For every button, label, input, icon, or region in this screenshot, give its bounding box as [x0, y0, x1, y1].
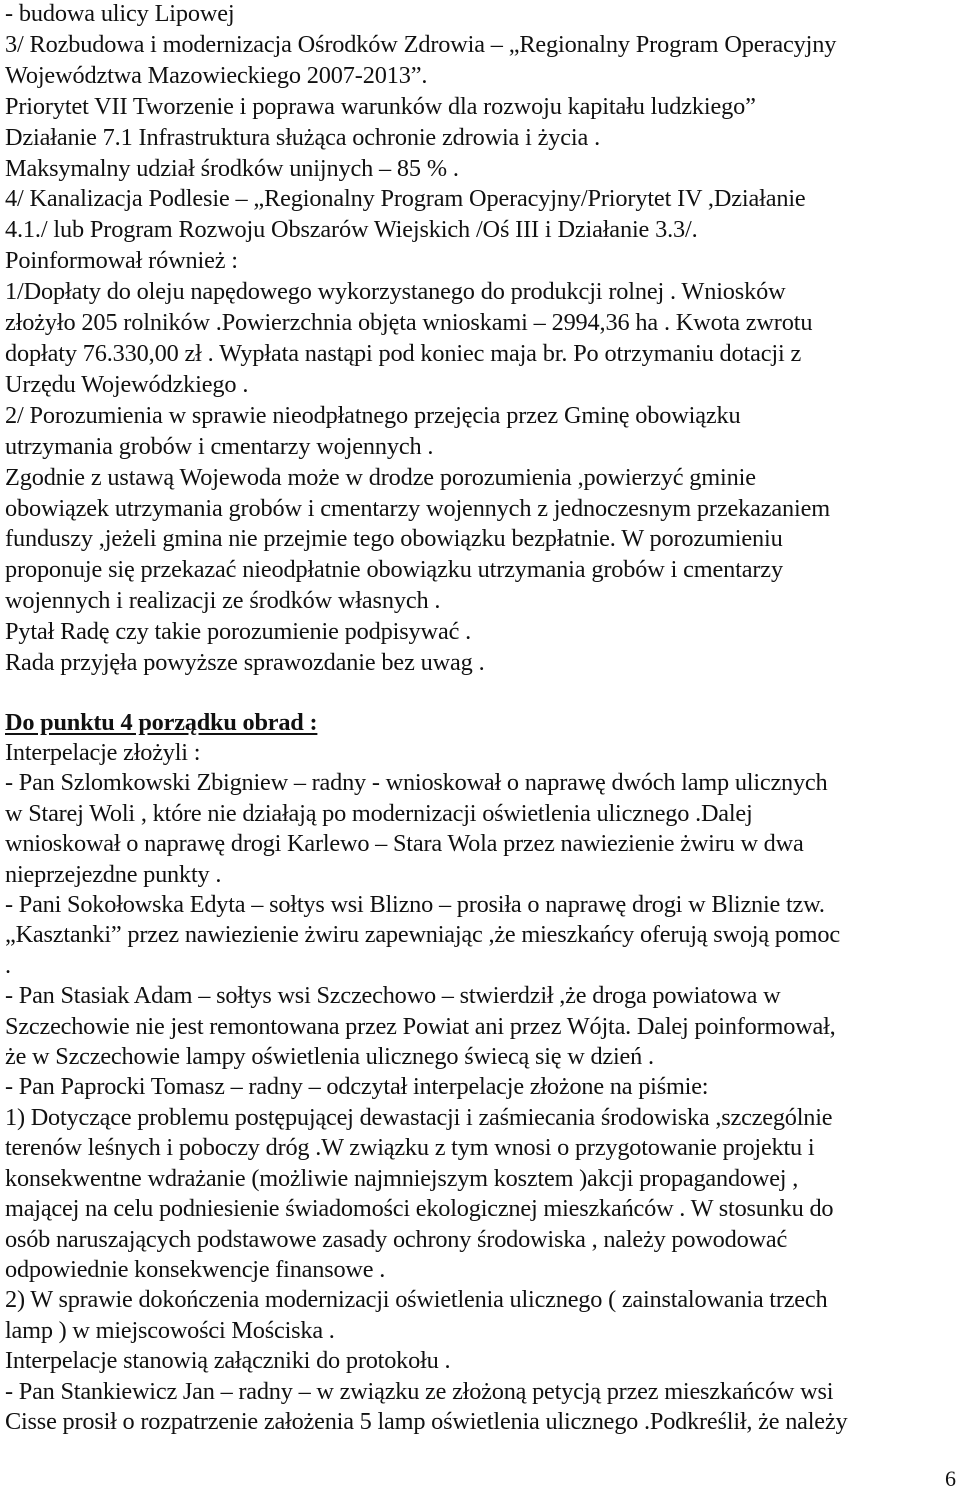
text-line: 4.1./ lub Program Rozwoju Obszarów Wiejskich /Oś III i Działanie 3.3/.	[5, 216, 698, 244]
text-line: Pytał Radę czy takie porozumienie podpisywać .	[5, 618, 472, 646]
text-line: Szczechowie nie jest remontowana przez Powiat ani przez Wójta. Dalej poinformował,	[5, 1012, 836, 1040]
text-line: - budowa ulicy Lipowej	[5, 0, 235, 27]
text-line: Rada przyjęła powyższe sprawozdanie bez uwag .	[5, 649, 485, 677]
text-line: mającej na celu podniesienie świadomości ekologicznej mieszkańców . W stosunku do	[5, 1195, 834, 1223]
text-line: konsekwentne wdrażanie (możliwie najmniejszym kosztem )akcji propagandowej ,	[5, 1164, 799, 1192]
text-line: dopłaty 76.330,00 zł . Wypłata nastąpi pod koniec maja br. Po otrzymaniu dotacji z	[5, 339, 802, 367]
text-line: Priorytet VII Tworzenie i poprawa warunków dla rozwoju kapitału ludzkiego”	[5, 92, 756, 120]
report-body	[5, 0, 955, 679]
text-line: proponuje się przekazać nieodpłatnie obowiązku utrzymania grobów i cmentarzy	[5, 556, 783, 584]
text-line: - Pan Szlomkowski Zbigniew – radny - wnioskował o naprawę dwóch lamp ulicznych	[5, 769, 828, 797]
text-line: wnioskował o naprawę drogi Karlewo – Stara Wola przez nawiezienie żwiru w dwa	[5, 830, 804, 858]
text-line: lamp ) w miejscowości Mościska .	[5, 1316, 335, 1344]
text-line: że w Szczechowie lampy oświetlenia ulicznego świecą się w dzień .	[5, 1043, 654, 1071]
text-line: 1/Dopłaty do oleju napędowego wykorzystanego do produkcji rolnej . Wniosków	[5, 278, 786, 306]
text-line: Interpelacje złożyli :	[5, 739, 201, 766]
text-line: utrzymania grobów i cmentarzy wojennych .	[5, 432, 434, 460]
text-line: - Pan Paprocki Tomasz – radny – odczytał interpelacje złożone na piśmie:	[5, 1073, 709, 1101]
text-line: 4/ Kanalizacja Podlesie – „Regionalny Program Operacyjny/Priorytet IV ,Działanie	[5, 185, 806, 213]
page-number: 6	[945, 1466, 956, 1491]
text-line: złożyło 205 rolników .Powierzchnia objęta wnioskami – 2994,36 ha . Kwota zwrotu	[5, 309, 813, 337]
text-line: odpowiednie konsekwencje finansowe .	[5, 1255, 386, 1283]
interpellations-body	[5, 738, 955, 1437]
text-line: 1) Dotyczące problemu postępującej dewastacji i zaśmiecania środowiska ,szczególnie	[5, 1103, 833, 1131]
text-line: 3/ Rozbudowa i modernizacja Ośrodków Zdrowia – „Regionalny Program Operacyjny	[5, 30, 837, 58]
text-line: - Pan Stankiewicz Jan – radny – w związku ze złożoną petycją przez mieszkańców wsi	[5, 1377, 834, 1405]
text-line: .	[5, 951, 11, 979]
text-line: Interpelacje stanowią załączniki do protokołu .	[5, 1347, 451, 1375]
text-line: funduszy ,jeżeli gmina nie przejmie tego obowiązku bezpłatnie. W porozumieniu	[5, 525, 783, 553]
text-line: 2/ Porozumienia w sprawie nieodpłatnego przejęcia przez Gminę obowiązku	[5, 401, 741, 429]
text-line: Cisse prosił o rozpatrzenie założenia 5 lamp oświetlenia ulicznego .Podkreślił, że należy	[5, 1407, 848, 1435]
text-line: Zgodnie z ustawą Wojewoda może w drodze porozumienia ,powierzyć gminie	[5, 463, 756, 491]
text-line: terenów leśnych i poboczy dróg .W związku z tym wnosi o przygotowanie projektu i	[5, 1134, 815, 1162]
text-line: nieprzejezdne punkty .	[5, 860, 222, 888]
section-heading: Do punktu 4 porządku obrad :	[5, 709, 318, 736]
text-line: 2) W sprawie dokończenia modernizacji oświetlenia ulicznego ( zainstalowania trzech	[5, 1286, 828, 1314]
text-line: Działanie 7.1 Infrastruktura służąca ochronie zdrowia i życia .	[5, 123, 600, 151]
text-line: wojennych i realizacji ze środków własnych .	[5, 587, 441, 615]
text-line: Maksymalny udział środków unijnych – 85 % .	[5, 154, 459, 182]
text-line: „Kasztanki” przez nawiezienie żwiru zapewniając ,że mieszkańcy oferują swoją pomoc	[5, 921, 840, 949]
text-line: Poinformował również :	[5, 247, 238, 275]
text-line: osób naruszających podstawowe zasady ochrony środowiska , należy powodować	[5, 1225, 788, 1253]
text-line: obowiązek utrzymania grobów i cmentarzy wojennych z jednoczesnym przekazaniem	[5, 494, 830, 522]
text-line: - Pan Stasiak Adam – sołtys wsi Szczechowo – stwierdził ,że droga powiatowa w	[5, 982, 781, 1010]
text-line: Urzędu Wojewódzkiego .	[5, 370, 249, 398]
text-line: - Pani Sokołowska Edyta – sołtys wsi Blizno – prosiła o naprawę drogi w Bliznie tzw.	[5, 891, 825, 919]
text-line: w Starej Woli , które nie działają po modernizacji oświetlenia ulicznego .Dalej	[5, 799, 753, 827]
text-line: Województwa Mazowieckiego 2007-2013”.	[5, 61, 428, 89]
